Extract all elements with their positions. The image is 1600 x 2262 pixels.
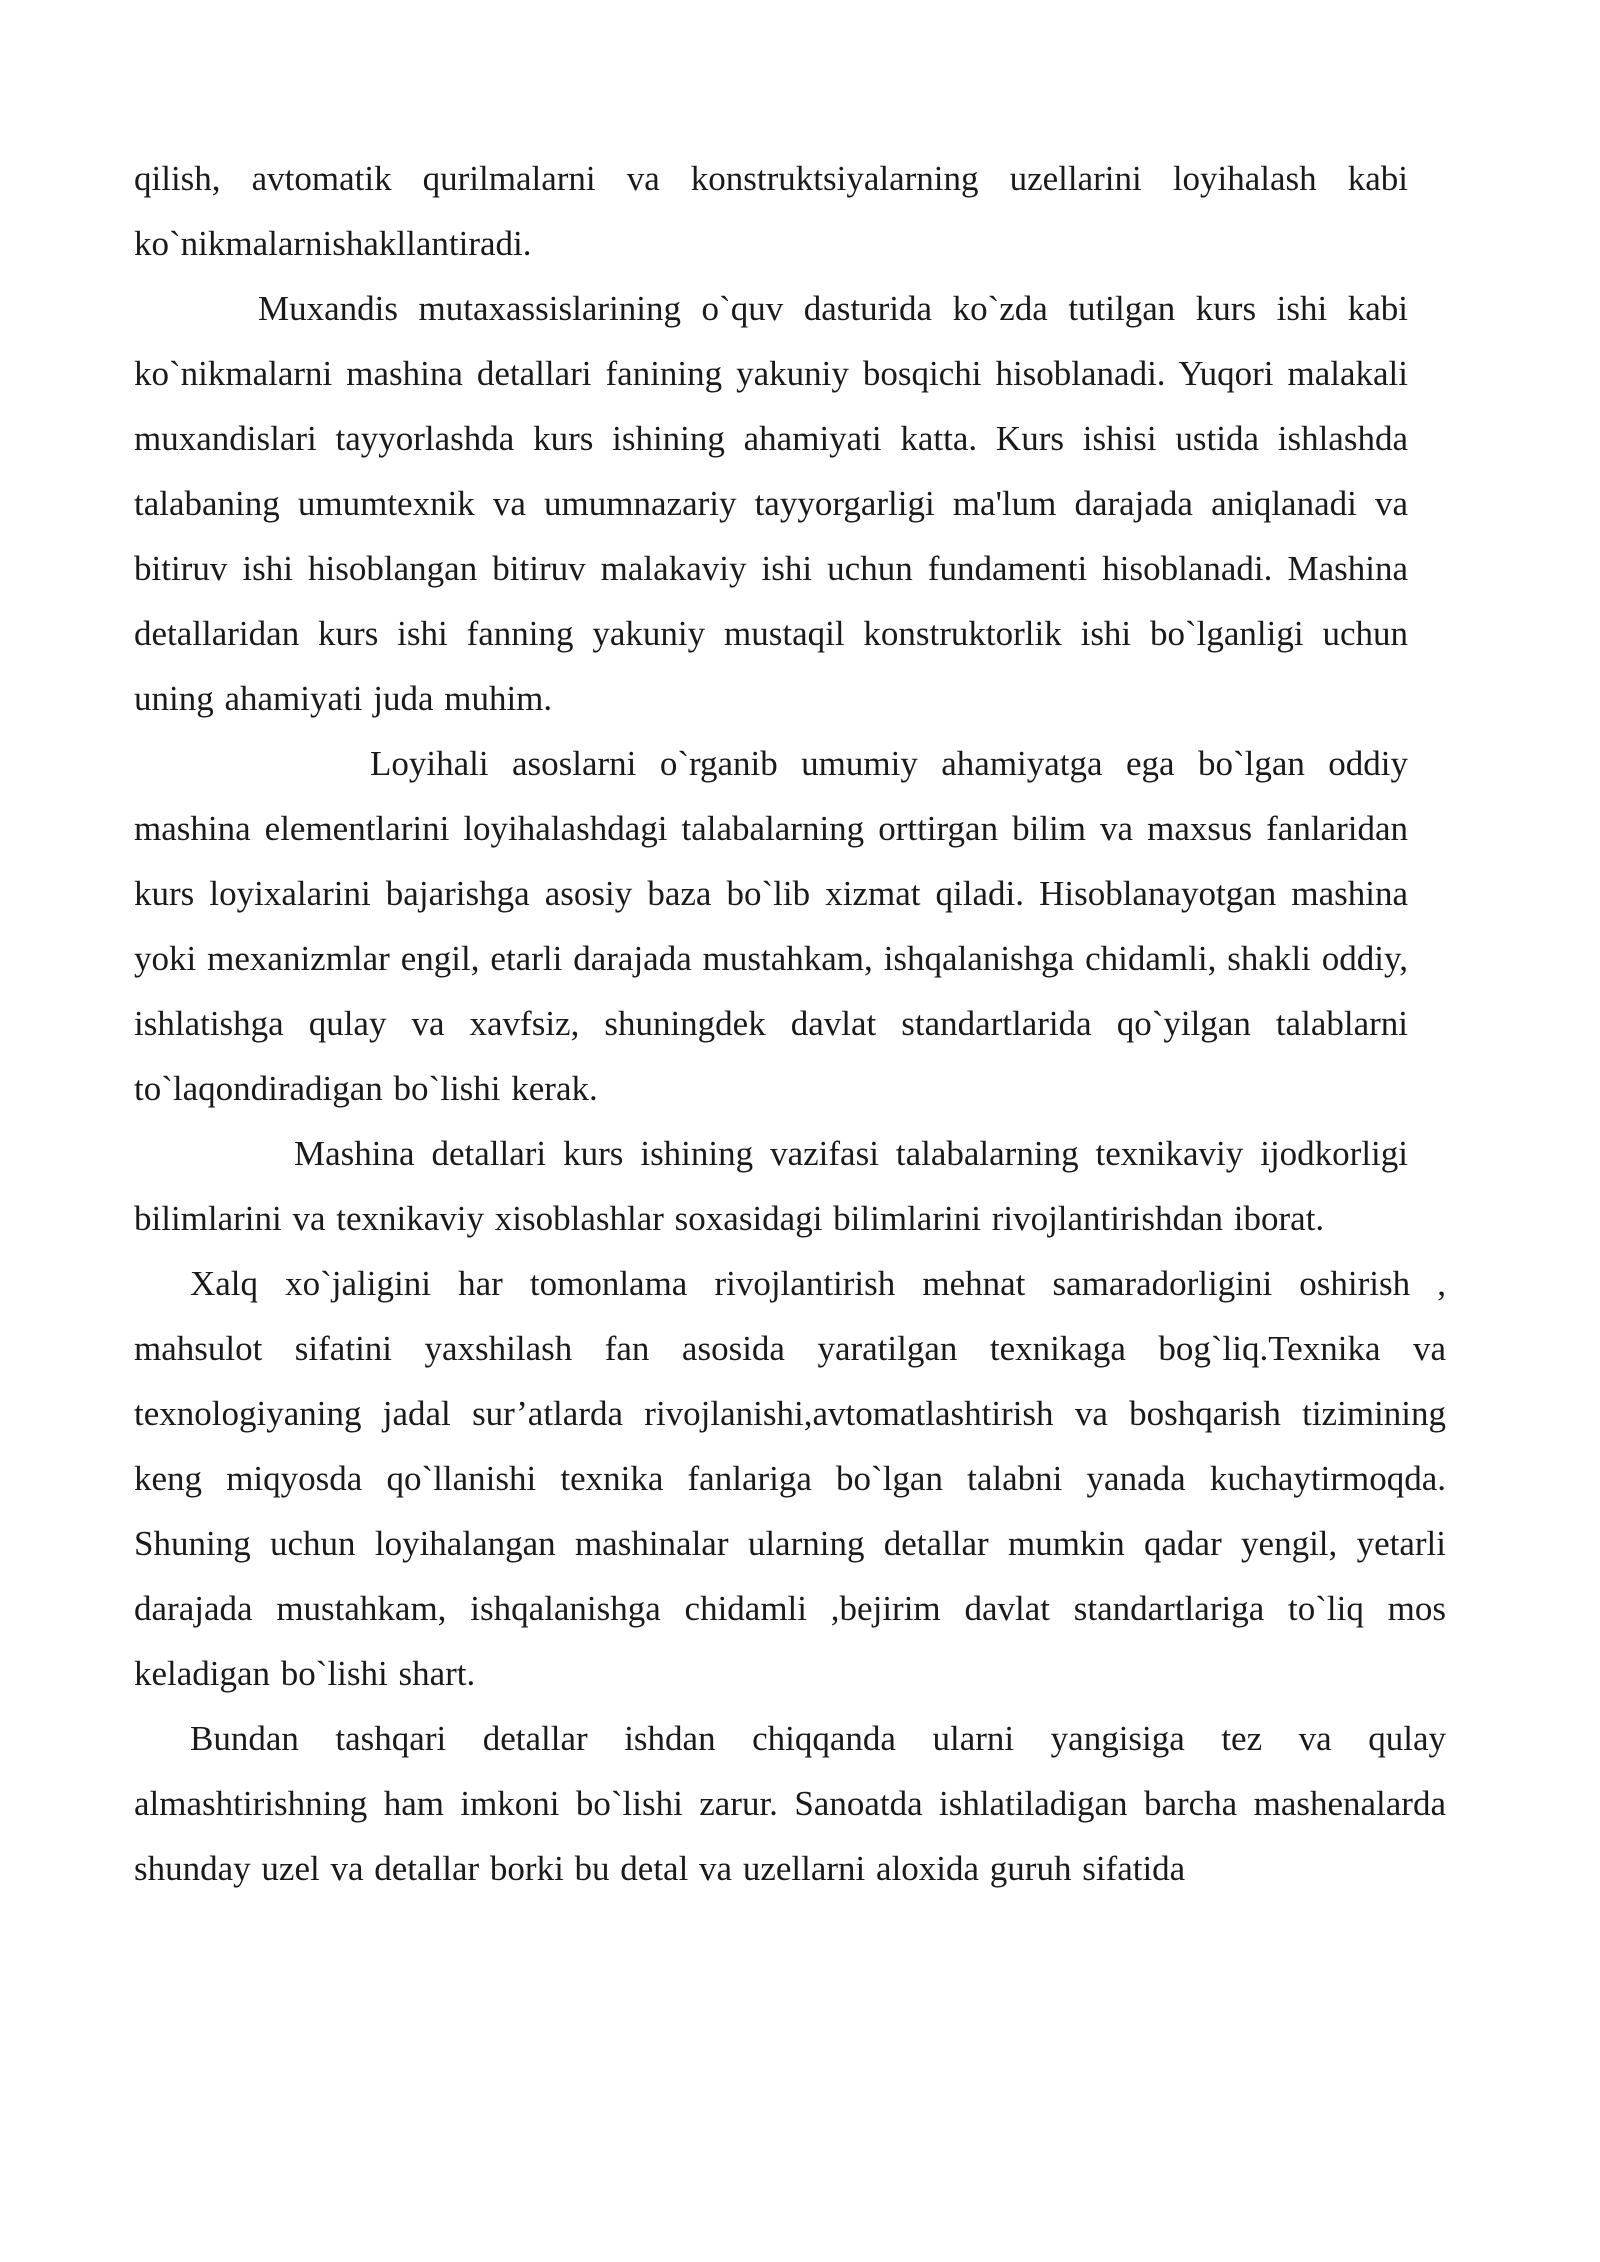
paragraph-2: Muxandis mutaxassislarining o`quv dasturida ko`zda tutilgan kurs ishi kabi ko`nikmalarni mashina detallari fanining yakuniy bosqichi hisoblanadi. Yuqori malakali muxandislari tayyorlashda kurs ishining ahamiyati katta. Kurs ishisi ustida ishlashda talabaning umumtexnik va umumnazariy tayyorgarligi ma'lum darajada aniqlanadi va bitiruv ishi hisoblangan bitiruv malakaviy ishi uchun fundamenti hisoblanadi. Mashina detallaridan kurs ishi fanning yakuniy mustaqil konstruktorlik ishi bo`lganligi uchun uning ahamiyati juda muhim. — [134, 289, 1408, 718]
document-body — [134, 146, 1446, 1901]
paragraph-3: Loyihali asoslarni o`rganib umumiy ahamiyatga ega bo`lgan oddiy mashina elementlarini loyihalashdagi talabalarning orttirgan bilim va maxsus fanlaridan kurs loyixalarini bajarishga asosiy baza bo`lib xizmat qiladi. Hisoblanayotgan mashina yoki mexanizmlar engil, etarli darajada mustahkam, ishqalanishga chidamli, shakli oddiy, ishlatishga qulay va xavfsiz, shuningdek davlat standartlarida qo`yilgan talablarni to`laqondiradigan bo`lishi kerak. — [134, 744, 1408, 1108]
paragraph-5: Xalq xo`jaligini har tomonlama rivojlantirish mehnat samaradorligini oshirish , mahsulot sifatini yaxshilash fan asosida yaratilgan texnikaga bog`liq.Texnika va texnologiyaning jadal sur’atlarda rivojlanishi,avtomatlashtirish va boshqarish tizimining keng miqyosda qo`llanishi texnika fanlariga bo`lgan talabni yanada kuchaytirmoqda. Shuning uchun loyihalangan mashinalar ularning detallar mumkin qadar yengil, yetarli darajada mustahkam, ishqalanishga chidamli ,bejirim davlat standartlariga to`liq mos keladigan bo`lishi shart. — [134, 1264, 1446, 1693]
narrow-section — [134, 146, 1408, 1251]
paragraph-4: Mashina detallari kurs ishining vazifasi talabalarning texnikaviy ijodkorligi bilimlarini va texnikaviy xisoblashlar soxasidagi bilimlarini rivojlantirishdan iborat. — [134, 1134, 1408, 1238]
paragraph-1: qilish, avtomatik qurilmalarni va konstruktsiyalarning uzellarini loyihalash kabi ko`nikmalarnishakllantiradi. — [134, 159, 1408, 263]
wide-section — [134, 1251, 1446, 1901]
paragraph-6: Bundan tashqari detallar ishdan chiqqanda ularni yangisiga tez va qulay almashtirishning ham imkoni bo`lishi zarur. Sanoatda ishlatiladigan barcha mashenalarda shunday uzel va detallar borki bu detal va uzellarni aloxida guruh sifatida — [134, 1719, 1446, 1888]
